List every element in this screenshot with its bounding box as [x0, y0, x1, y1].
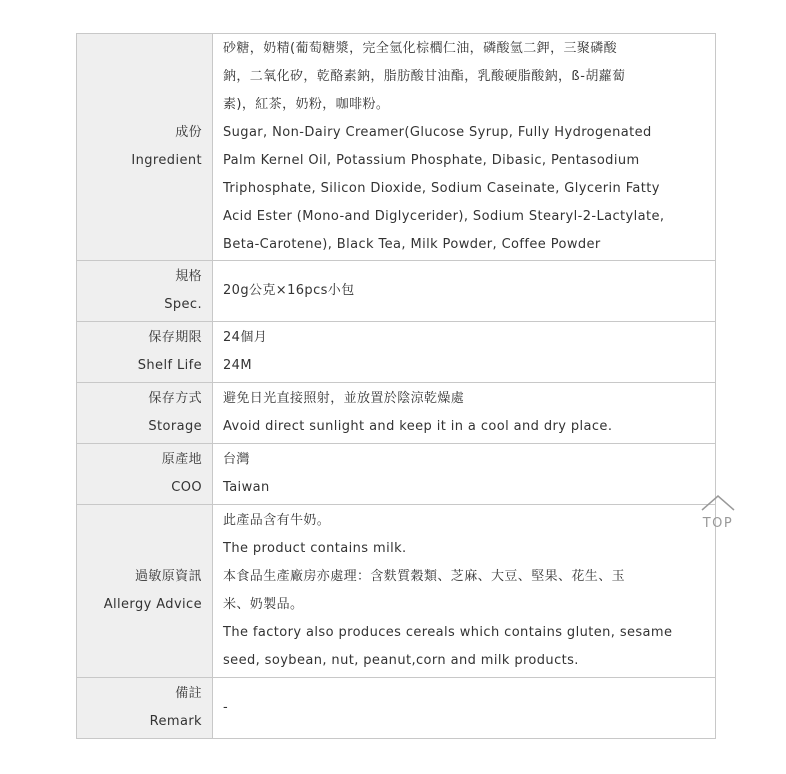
remark-label: 備註 Remark	[77, 678, 213, 739]
storage-value: 避免日光直接照射，並放置於陰涼乾燥處 Avoid direct sunlight and keep it in a cool and dry place.	[213, 383, 716, 444]
ingredient-value: 砂糖，奶精(葡萄糖漿，完全氫化棕櫚仁油，磷酸氫二鉀，三聚磷酸 鈉，二氧化矽，乾酪素鈉，脂肪酸甘油酯，乳酸硬脂酸鈉，ß-胡蘿蔔 素)，紅茶，奶粉，咖啡粉。 Sugar, Non-Dairy Creamer(Glucose Syrup, Fully Hydrogenated Palm Kernel Oil, Potassium Phosphate, Dibasic, Pentasodium Triphosphate, Silicon Dioxide, Sodium Caseinate, Glycerin Fatty Acid Ester (Mono-and Diglycerider), Sodium Stearyl-2-Lactylate, Beta-Carotene), Black Tea, Milk Powder, Coffee Powder	[213, 34, 716, 261]
spec-label: 規格 Spec.	[77, 261, 213, 322]
coo-value: 台灣 Taiwan	[213, 444, 716, 505]
back-to-top-button[interactable]	[698, 494, 738, 534]
shelf-life-value: 24個月 24M	[213, 322, 716, 383]
product-spec-table	[76, 33, 716, 739]
coo-label: 原產地 COO	[77, 444, 213, 505]
chevron-up-icon	[700, 494, 736, 514]
spec-row	[77, 261, 716, 322]
remark-value: -	[213, 678, 716, 739]
allergy-row	[77, 505, 716, 678]
remark-row	[77, 678, 716, 739]
allergy-label: 過敏原資訊 Allergy Advice	[77, 505, 213, 678]
storage-row	[77, 383, 716, 444]
shelf-life-row	[77, 322, 716, 383]
back-to-top-label: TOP	[702, 516, 734, 531]
ingredient-label: 成份 Ingredient	[77, 34, 213, 261]
shelf-life-label: 保存期限 Shelf Life	[77, 322, 213, 383]
spec-value: 20g公克×16pcs小包	[213, 261, 716, 322]
allergy-value: 此產品含有牛奶。 The product contains milk. 本食品生產廠房亦處理：含麩質穀類、芝麻、大豆、堅果、花生、玉 米、奶製品。 The factory also produces cereals which contains gluten, sesame seed, soybean, nut, peanut,corn and milk products.	[213, 505, 716, 678]
ingredient-row	[77, 34, 716, 261]
coo-row	[77, 444, 716, 505]
storage-label: 保存方式 Storage	[77, 383, 213, 444]
